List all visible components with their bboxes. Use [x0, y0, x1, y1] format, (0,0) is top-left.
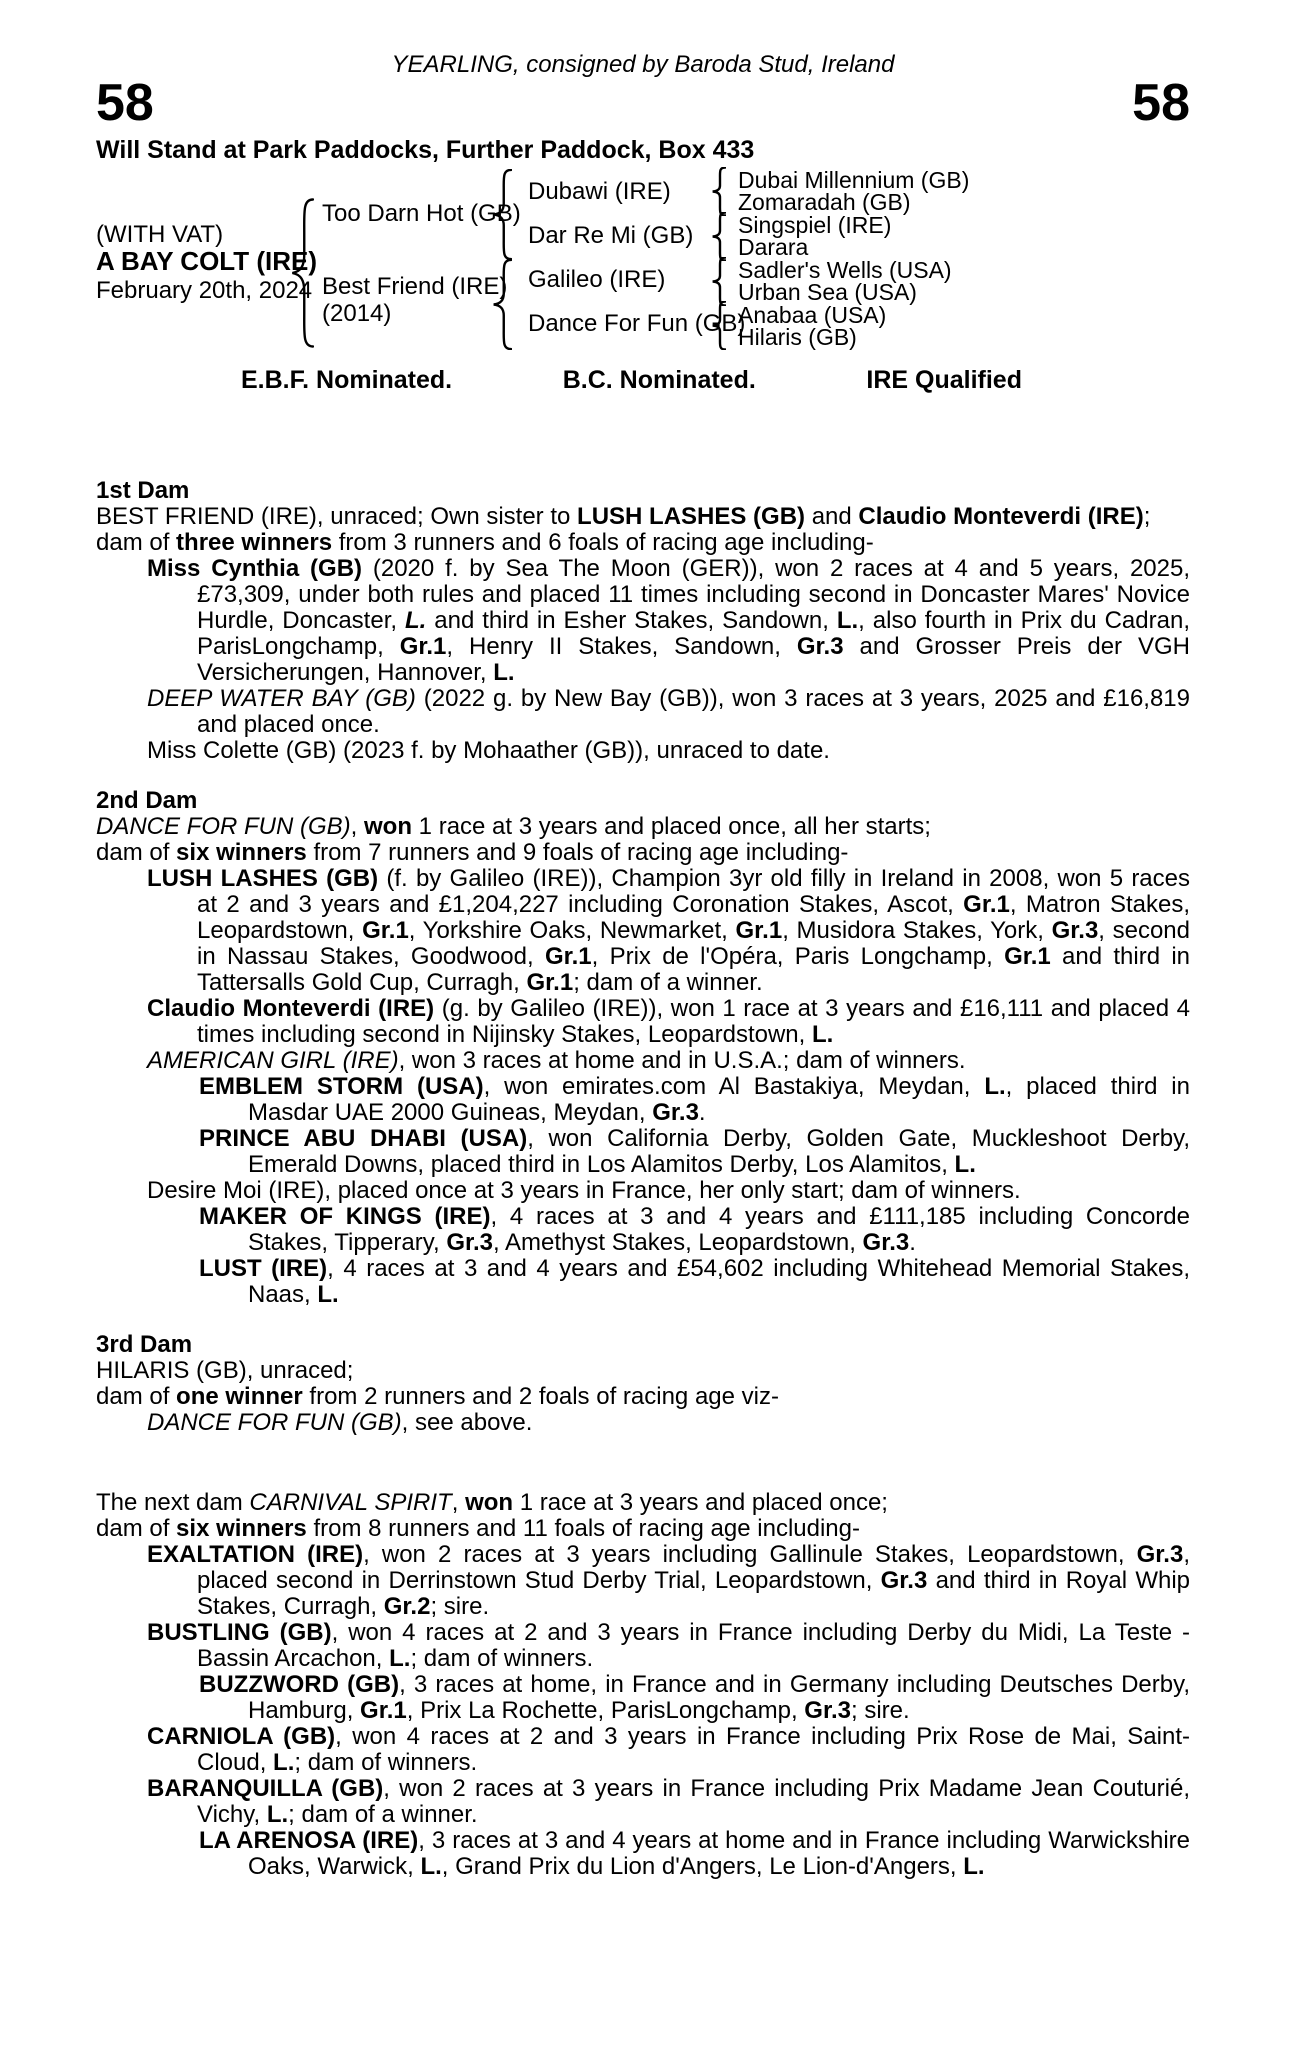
bc-nominated-label: B.C. Nominated. — [562, 366, 756, 394]
pedigree-text-paragraph: AMERICAN GIRL (IRE), won 3 races at home and in U.S.A.; dam of winners. — [147, 1047, 966, 1074]
nominations-row — [96, 366, 1190, 394]
brace-icon — [490, 259, 512, 350]
pedigree-text-paragraph: dam of six winners from 8 runners and 11 foals of racing age including- — [96, 1515, 860, 1542]
pedigree-text-paragraph: EXALTATION (IRE), won 2 races at 3 years including Gallinule Stakes, Leopardstown, Gr.3, placed second in Derrinstown Stud Derby Trial, Leopardstown, Gr.3 and third in Royal Whip Stakes, Curragh, Gr.2; sire. — [147, 1541, 1190, 1620]
ire-qualified-label: IRE Qualified — [866, 366, 1022, 394]
consignor-line: YEARLING, consigned by Baroda Stud, Ireland — [391, 51, 895, 78]
brace-icon — [710, 167, 726, 216]
pedigree-text-paragraph: dam of three winners from 3 runners and 6 foals of racing age including- — [96, 529, 874, 556]
pedigree-text-paragraph: BEST FRIEND (IRE), unraced; Own sister to LUSH LASHES (GB) and Claudio Monteverdi (IRE); — [96, 503, 1151, 530]
pedigree-text-paragraph: dam of one winner from 2 runners and 2 foals of racing age viz- — [96, 1383, 779, 1410]
great-grandparent-name: Anabaa (USA) — [738, 302, 887, 328]
pedigree-text-paragraph: BUSTLING (GB), won 4 races at 2 and 3 years in France including Derby du Midi, La Teste - Bassin Arcachon, L.; dam of winners. — [147, 1619, 1191, 1672]
sire-name: Too Darn Hot (GB) — [322, 200, 521, 227]
stand-location-line: Will Stand at Park Paddocks, Further Paddock, Box 433 — [96, 136, 755, 164]
catalogue-page — [96, 52, 1190, 1880]
brace-icon — [710, 257, 726, 306]
dam-dam-name: Dance For Fun (GB) — [528, 310, 746, 337]
section-3rd-dam — [96, 1358, 1190, 1436]
colt-name: A BAY COLT (IRE) — [96, 246, 318, 276]
lot-number-left: 58 — [96, 74, 154, 132]
brace-icon — [710, 212, 726, 261]
pedigree-text-paragraph: Claudio Monteverdi (IRE) (g. by Galileo (IRE)), won 1 race at 3 years and £16,111 and placed 4 times including second in Nijinsky Stakes, Leopardstown, L. — [147, 995, 1191, 1048]
great-grandparent-name: Hilaris (GB) — [738, 324, 857, 350]
great-grandparent-name: Dubai Millennium (GB) — [738, 167, 970, 193]
great-grandparent-name: Singspiel (IRE) — [738, 212, 892, 238]
dam-name: Best Friend (IRE) — [322, 273, 508, 300]
pedigree-text-paragraph: DANCE FOR FUN (GB), see above. — [147, 1409, 533, 1436]
ebf-nominated-label: E.B.F. Nominated. — [241, 366, 453, 394]
dam-sire-name: Galileo (IRE) — [528, 266, 666, 293]
pedigree-text-paragraph: LUSH LASHES (GB) (f. by Galileo (IRE)), Champion 3yr old filly in Ireland in 2008, won 5 races at 2 and 3 years and £1,204,227 including Coronation Stakes, Ascot, Gr.1, Matron Stakes, Leopardstown, Gr.1, Yorkshire Oaks, Newmarket, Gr.1, Musidora Stakes, York, Gr.3, second in Nassau Stakes, Goodwood, Gr.1, Prix de l'Opéra, Paris Longchamp, Gr.1 and third in Tattersalls Gold Cup, Curragh, Gr.1; dam of a winner. — [147, 865, 1191, 996]
pedigree-text-paragraph: LA ARENOSA (IRE), 3 races at 3 and 4 years at home and in France including Warwickshire Oaks, Warwick, L., Grand Prix du Lion d'Angers, Le Lion-d'Angers, L. — [199, 1827, 1190, 1880]
sire-sire-name: Dubawi (IRE) — [528, 178, 671, 205]
section-heading-2nd-dam: 2nd Dam — [96, 787, 198, 814]
foal-date: February 20th, 2024 — [96, 277, 313, 304]
pedigree-text-paragraph: CARNIOLA (GB), won 4 races at 2 and 3 years in France including Prix Rose de Mai, Saint-Cloud, L.; dam of winners. — [147, 1723, 1190, 1776]
great-grandparent-name: Zomaradah (GB) — [738, 189, 911, 215]
pedigree-text-paragraph: PRINCE ABU DHABI (USA), won California Derby, Golden Gate, Muckleshoot Derby, Emerald Downs, placed third in Los Alamitos Derby, Los Alamitos, L. — [199, 1125, 1190, 1178]
pedigree-text-paragraph: MAKER OF KINGS (IRE), 4 races at 3 and 4 years and £111,185 including Concorde Stakes, Tipperary, Gr.3, Amethyst Stakes, Leopardstown, Gr.3. — [199, 1203, 1190, 1256]
pedigree-text-paragraph: DANCE FOR FUN (GB), won 1 race at 3 years and placed once, all her starts; — [96, 813, 931, 840]
pedigree-text-paragraph: Miss Cynthia (GB) (2020 f. by Sea The Moon (GER)), won 2 races at 4 and 5 years, 2025, £73,309, under both rules and placed 11 times including second in Doncaster Mares' Novice Hurdle, Doncaster, L. and third in Esher Stakes, Sandown, L., also fourth in Prix du Cadran, ParisLongchamp, Gr.1, Henry II Stakes, Sandown, Gr.3 and Grosser Preis der VGH Versicherungen, Hannover, L. — [147, 555, 1191, 686]
section-2nd-dam — [96, 814, 1190, 1308]
pedigree-text-paragraph: LUST (IRE), 4 races at 3 and 4 years and £54,602 including Whitehead Memorial Stakes, Naas, L. — [199, 1255, 1190, 1308]
section-heading-1st-dam: 1st Dam — [96, 477, 190, 504]
great-grandparent-name: Urban Sea (USA) — [738, 279, 917, 305]
with-vat-label: (WITH VAT) — [96, 221, 224, 248]
section-heading-3rd-dam: 3rd Dam — [96, 1331, 193, 1358]
section-1st-dam — [96, 504, 1190, 764]
section-next-dam — [96, 1490, 1190, 1880]
pedigree-text-paragraph: HILARIS (GB), unraced; — [96, 1357, 354, 1384]
pedigree-text-paragraph: The next dam CARNIVAL SPIRIT, won 1 race at 3 years and placed once; — [96, 1489, 888, 1516]
great-grandparent-name: Sadler's Wells (USA) — [738, 257, 952, 283]
pedigree-text-paragraph: Desire Moi (IRE), placed once at 3 years in France, her only start; dam of winners. — [147, 1177, 1021, 1204]
pedigree-text-paragraph: BUZZWORD (GB), 3 races at home, in France and in Germany including Deutsches Derby, Hamburg, Gr.1, Prix La Rochette, ParisLongchamp, Gr.3; sire. — [199, 1671, 1190, 1724]
lot-number-right: 58 — [1132, 74, 1190, 132]
pedigree-table — [96, 168, 1190, 356]
pedigree-text-paragraph: EMBLEM STORM (USA), won emirates.com Al Bastakiya, Meydan, L., placed third in Masdar UAE 2000 Guineas, Meydan, Gr.3. — [199, 1073, 1190, 1126]
great-grandparent-name: Darara — [738, 234, 809, 260]
pedigree-text-paragraph: BARANQUILLA (GB), won 2 races at 3 years in France including Prix Madame Jean Couturié, Vichy, L.; dam of a winner. — [147, 1775, 1190, 1828]
pedigree-text-paragraph: DEEP WATER BAY (GB) (2022 g. by New Bay (GB)), won 3 races at 3 years, 2025 and £16,819 and placed once. — [147, 685, 1190, 738]
lot-number-row — [96, 74, 1190, 132]
pedigree-text-paragraph: dam of six winners from 7 runners and 9 foals of racing age including- — [96, 839, 849, 866]
pedigree-text-paragraph: Miss Colette (GB) (2023 f. by Mohaather (GB)), unraced to date. — [147, 737, 830, 764]
brace-icon — [710, 301, 726, 350]
dam-foal-year: (2014) — [322, 300, 392, 327]
brace-icon — [288, 198, 314, 348]
brace-icon — [490, 169, 512, 260]
sire-dam-name: Dar Re Mi (GB) — [528, 222, 694, 249]
